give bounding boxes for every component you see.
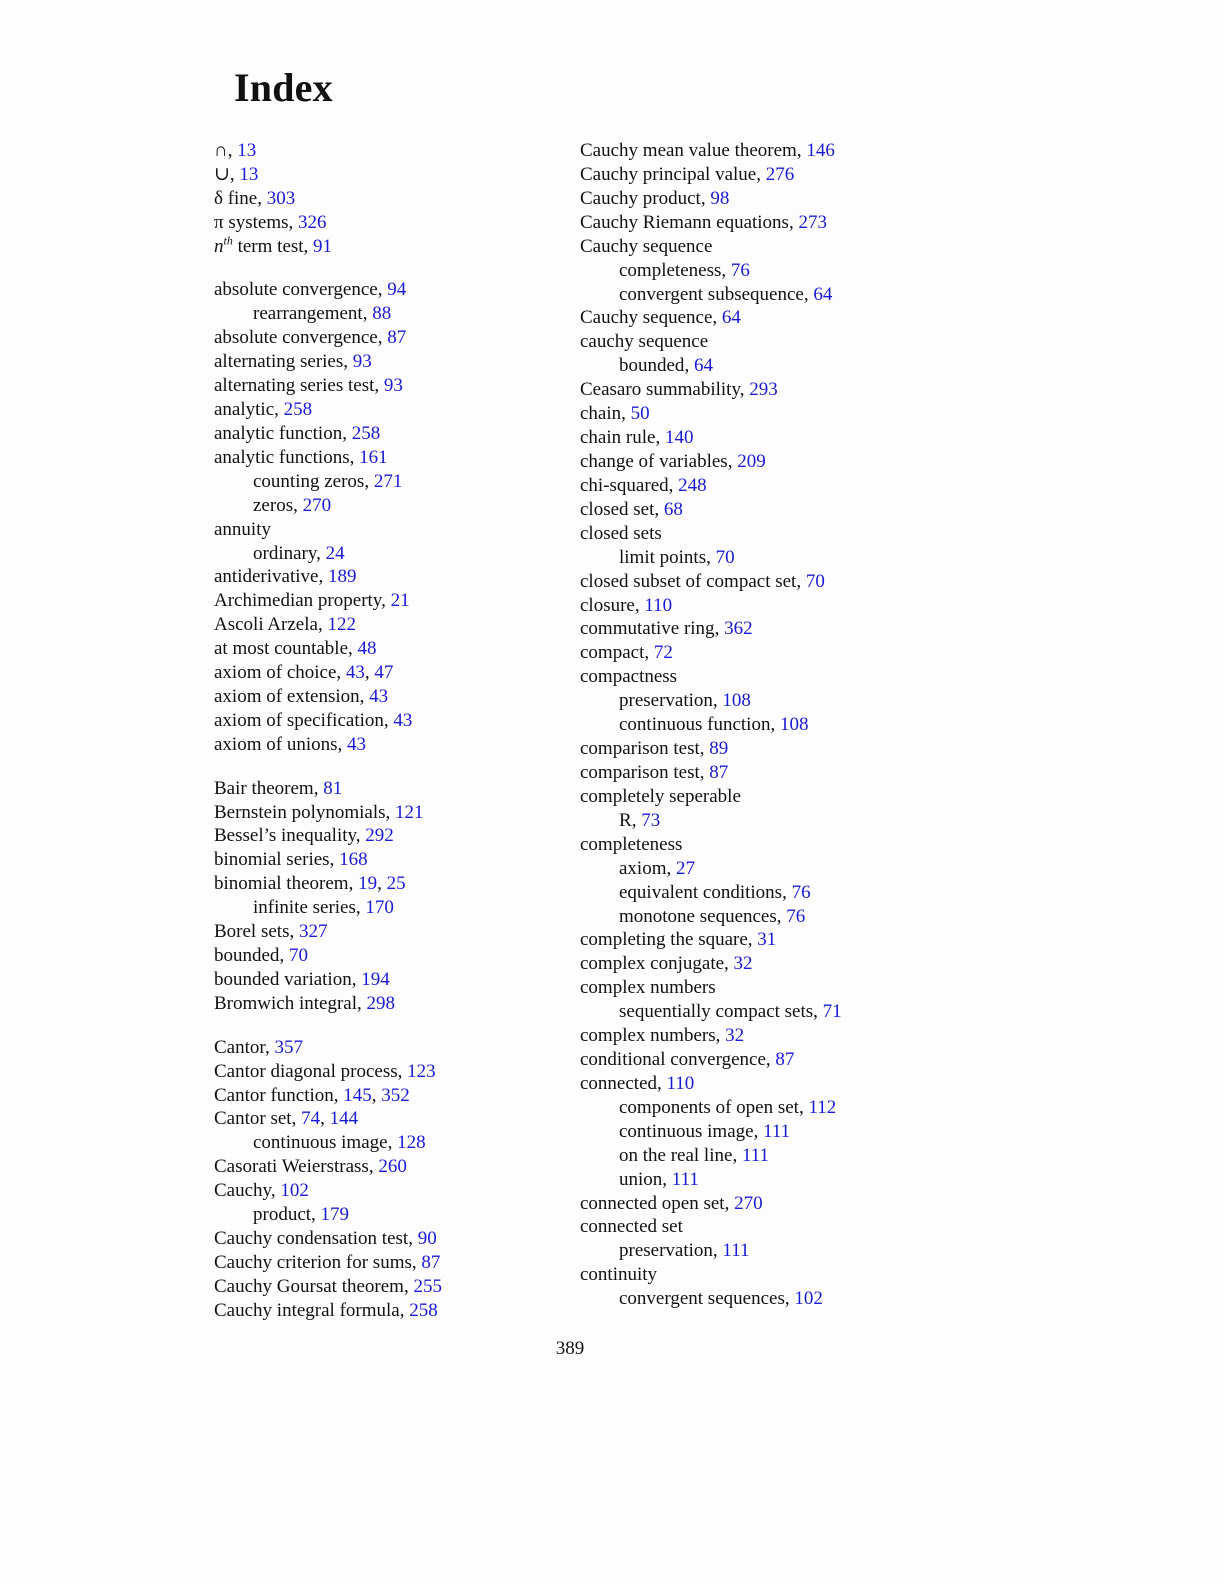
index-term: compactness	[580, 666, 678, 688]
index-term: Ascoli Arzela	[214, 614, 318, 636]
index-entry: alternating series, 93	[214, 351, 372, 373]
index-entry: Cauchy Riemann equations, 273	[580, 211, 827, 233]
index-subentry: sequentially compact sets, 71	[619, 1001, 842, 1023]
index-term: zeros	[253, 494, 294, 516]
page-link[interactable]: 110	[644, 594, 673, 616]
index-term: continuous function	[619, 714, 771, 736]
index-entry: closed subset of compact set, 70	[580, 570, 825, 592]
page-link[interactable]: 102	[794, 1288, 823, 1310]
index-entry: ∪, 13	[214, 163, 259, 185]
page-link[interactable]: 43	[347, 733, 366, 755]
index-term: Cauchy condensation test	[214, 1228, 409, 1250]
index-term: axiom of extension	[214, 686, 360, 708]
page-link[interactable]: 123	[407, 1060, 436, 1082]
page-link[interactable]: 81	[323, 777, 343, 799]
page-link[interactable]: 248	[678, 474, 707, 496]
page-link[interactable]: 48	[357, 638, 377, 660]
page-link[interactable]: 146	[806, 140, 835, 161]
index-term: π systems	[214, 211, 289, 233]
index-term: components of open set	[619, 1096, 799, 1118]
index-entry: Ceasaro summability, 293	[580, 379, 778, 401]
index-entry: chain rule, 140	[580, 427, 694, 449]
index-entry: compact, 72	[580, 642, 673, 664]
index-term: Cauchy mean value theorem	[580, 140, 797, 161]
page-link[interactable]: 13	[239, 163, 259, 185]
page-link[interactable]: 128	[397, 1132, 426, 1154]
page-link[interactable]: 140	[664, 427, 694, 449]
index-term: completeness	[619, 259, 722, 281]
page-link[interactable]: 179	[320, 1204, 350, 1226]
letter-group-gap	[214, 757, 564, 777]
index-term: bounded variation	[214, 969, 352, 991]
index-entry: conditional convergence, 87	[580, 1049, 795, 1071]
index-entry: binomial theorem, 19, 25	[214, 873, 406, 895]
page-link[interactable]: 326	[298, 211, 327, 233]
index-term: ∩	[214, 140, 228, 161]
page-link[interactable]: 102	[280, 1180, 309, 1202]
page-link[interactable]: 357	[274, 1036, 303, 1058]
index-entry: commutative ring, 362	[580, 618, 753, 640]
index-term: Cauchy	[214, 1180, 271, 1202]
page-link[interactable]: 327	[298, 921, 328, 943]
page-link[interactable]: 21	[390, 590, 410, 612]
page-link[interactable]: 273	[798, 211, 827, 233]
page-link[interactable]: 71	[822, 1001, 842, 1023]
index-term: bounded	[619, 355, 685, 377]
index-term: Ceasaro summability	[580, 379, 740, 401]
index-entry: comparison test, 89	[580, 738, 729, 760]
page-link[interactable]: 76	[730, 259, 750, 281]
page-link[interactable]: 70	[715, 546, 735, 568]
page-link[interactable]: 72	[653, 642, 673, 664]
index-subentry: counting zeros, 271	[253, 470, 403, 492]
page-link[interactable]: 87	[387, 327, 407, 349]
page-link[interactable]: 194	[361, 969, 390, 991]
index-entry: Borel sets, 327	[214, 921, 328, 943]
index-term: union	[619, 1168, 663, 1190]
index-entry: Cauchy Goursat theorem, 255	[214, 1275, 442, 1297]
index-term: Cantor set	[214, 1108, 292, 1130]
index-term: closure	[580, 594, 635, 616]
page-link[interactable]: 32	[733, 953, 753, 975]
page-link[interactable]: 27	[676, 857, 695, 879]
index-entry: completing the square, 31	[580, 929, 777, 951]
page-link[interactable]: 108	[779, 714, 809, 736]
index-term: closed subset of compact set	[580, 570, 797, 592]
index-term: Bernstein polynomials	[214, 801, 386, 823]
index-subentry: preservation, 108	[619, 690, 751, 712]
index-entry: change of variables, 209	[580, 450, 766, 472]
index-term: term test	[237, 235, 304, 257]
page-link[interactable]: 47	[374, 662, 394, 684]
index-subentry: continuous image, 111	[619, 1120, 791, 1142]
index-term: analytic	[214, 399, 275, 421]
page-link[interactable]: 64	[693, 355, 713, 377]
index-entry: Bernstein polynomials, 121	[214, 801, 424, 823]
page-link[interactable]: 24	[325, 542, 345, 564]
index-term: infinite series	[253, 897, 356, 919]
index-subentry: limit points, 70	[619, 546, 735, 568]
index-subentry: completeness, 76	[619, 259, 750, 281]
index-subentry: infinite series, 170	[253, 897, 394, 919]
index-entry: ∩, 13	[214, 140, 257, 161]
index-entry: Cantor set, 74, 144	[214, 1108, 359, 1130]
index-term: rearrangement	[253, 303, 363, 325]
index-term: completing the square	[580, 929, 748, 951]
index-subentry: axiom, 27	[619, 857, 695, 879]
index-entry: alternating series test, 93	[214, 375, 403, 397]
page-link[interactable]: 43	[393, 710, 413, 731]
index-subentry: continuous function, 108	[619, 714, 809, 736]
page-link[interactable]: 13	[237, 140, 257, 161]
page-link[interactable]: 111	[763, 1120, 791, 1142]
page-link[interactable]: 87	[709, 761, 729, 783]
index-term: Cauchy Goursat theorem	[214, 1275, 404, 1297]
index-term: connected	[580, 1072, 658, 1094]
index-entry: Cauchy principal value, 276	[580, 163, 795, 185]
index-term: Cauchy Riemann equations	[580, 211, 789, 233]
index-subentry: equivalent conditions, 76	[619, 881, 811, 903]
page-link[interactable]: 298	[366, 992, 395, 1014]
page-link[interactable]: 111	[671, 1168, 699, 1190]
page-link[interactable]: 73	[641, 809, 661, 831]
index-term: axiom of specification	[214, 710, 384, 731]
index-entry: Cantor function, 145, 352	[214, 1084, 410, 1106]
index-term: R	[619, 809, 632, 831]
letter-group-gap	[214, 259, 564, 279]
index-entry	[580, 235, 980, 259]
page-link[interactable]: 91	[313, 235, 333, 257]
index-entry: Bessel’s inequality, 292	[214, 825, 394, 847]
index-term: completeness	[580, 833, 683, 855]
index-term: change of variables	[580, 450, 728, 472]
index-term: commutative ring	[580, 618, 715, 640]
index-term: ordinary	[253, 542, 317, 564]
index-entry	[580, 330, 980, 354]
index-term: Cauchy integral formula	[214, 1299, 400, 1321]
index-entry: Bair theorem, 81	[214, 777, 343, 799]
page-link[interactable]: 293	[749, 379, 778, 401]
index-term: at most countable	[214, 638, 349, 660]
index-subentry: convergent subsequence, 64	[619, 283, 833, 305]
index-entry	[580, 976, 980, 1000]
index-term: alternating series test	[214, 375, 375, 397]
index-entry	[580, 785, 980, 809]
page-link[interactable]: 111	[741, 1144, 770, 1166]
index-entry: absolute convergence, 94	[214, 279, 407, 301]
page-title: Index	[234, 65, 333, 110]
index-column-right	[580, 139, 980, 1311]
page-link[interactable]: 74	[301, 1108, 321, 1130]
index-subentry: rearrangement, 88	[253, 303, 392, 325]
index-entry: Archimedian property, 21	[214, 590, 410, 612]
page-link[interactable]: 70	[288, 945, 308, 967]
index-term: continuity	[580, 1264, 658, 1286]
index-entry: Cauchy mean value theorem, 146	[580, 140, 835, 161]
page-link[interactable]: 110	[666, 1072, 695, 1094]
index-term: comparison test	[580, 761, 700, 783]
index-entry: Cauchy criterion for sums, 87	[214, 1251, 441, 1273]
index-term: Cauchy sequence	[580, 235, 713, 257]
index-term: binomial theorem	[214, 873, 349, 895]
index-entry: absolute convergence, 87	[214, 327, 407, 349]
index-term: axiom of unions	[214, 733, 338, 755]
index-entry: antiderivative, 189	[214, 566, 357, 588]
index-term: δ fine	[214, 187, 258, 209]
index-subentry: monotone sequences, 76	[619, 905, 806, 927]
index-term: Cauchy sequence	[580, 307, 713, 329]
page-link[interactable]: 362	[724, 618, 753, 640]
index-term: binomial series	[214, 849, 330, 871]
index-subentry: zeros, 270	[253, 494, 332, 516]
index-term: bounded	[214, 945, 280, 967]
index-entry: at most countable, 48	[214, 638, 377, 660]
page-link[interactable]: 145	[343, 1084, 372, 1106]
page-link[interactable]: 276	[765, 163, 795, 185]
index-entry: chi-squared, 248	[580, 474, 707, 496]
page-link[interactable]: 87	[775, 1049, 795, 1071]
index-entry	[580, 1215, 980, 1239]
index-term: product	[253, 1204, 312, 1226]
index-term: convergent subsequence	[619, 283, 804, 305]
index-entry: connected open set, 270	[580, 1192, 763, 1214]
index-column-left	[214, 139, 564, 1323]
index-entry	[580, 522, 980, 546]
index-term: preservation	[619, 690, 713, 712]
index-subentry: on the real line, 111	[619, 1144, 770, 1166]
page-link[interactable]: 168	[339, 849, 368, 871]
index-subentry: convergent sequences, 102	[619, 1288, 823, 1310]
page-link[interactable]: 122	[327, 614, 356, 636]
page-link[interactable]: 189	[327, 566, 357, 588]
page-link[interactable]: 88	[372, 303, 392, 325]
index-term: absolute convergence	[214, 327, 378, 349]
index-term: compact	[580, 642, 645, 664]
page-link[interactable]: 270	[302, 494, 332, 516]
page-link[interactable]: 43	[345, 662, 365, 684]
index-subentry: ordinary, 24	[253, 542, 345, 564]
index-term: Casorati Weierstrass	[214, 1156, 369, 1178]
index-term: equivalent conditions	[619, 881, 783, 903]
page-link[interactable]: 258	[283, 399, 313, 421]
index-term: Borel sets	[214, 921, 290, 943]
index-entry: bounded variation, 194	[214, 969, 390, 991]
index-entry: analytic, 258	[214, 399, 313, 421]
page-link[interactable]: 93	[352, 351, 372, 373]
index-term: cauchy sequence	[580, 331, 709, 353]
index-term: Cauchy principal value	[580, 163, 757, 185]
page-link[interactable]: 352	[381, 1084, 410, 1106]
index-entry: Cauchy integral formula, 258	[214, 1299, 438, 1321]
index-term: Cauchy product	[580, 187, 701, 209]
page-link[interactable]: 209	[737, 450, 766, 472]
page-link[interactable]: 76	[791, 881, 811, 903]
index-term: analytic functions	[214, 446, 350, 468]
index-subentry: continuous image, 128	[253, 1132, 426, 1154]
index-entry: complex conjugate, 32	[580, 953, 753, 975]
page-link[interactable]: 32	[725, 1025, 745, 1047]
index-entry: closure, 110	[580, 594, 673, 616]
index-entry: closed set, 68	[580, 498, 683, 520]
index-term: axiom of choice	[214, 662, 337, 684]
index-entry: Cauchy sequence, 64	[580, 307, 741, 329]
page-link[interactable]: 161	[359, 446, 388, 468]
page-link[interactable]: 144	[329, 1108, 359, 1130]
index-entry	[580, 665, 980, 689]
index-entry: comparison test, 87	[580, 761, 729, 783]
index-entry: bounded, 70	[214, 945, 308, 967]
index-subentry: preservation, 111	[619, 1240, 750, 1262]
index-entry: Cantor diagonal process, 123	[214, 1060, 436, 1082]
page-link[interactable]: 50	[630, 403, 650, 425]
page-link[interactable]: 94	[387, 279, 407, 301]
page-link[interactable]: 93	[383, 375, 403, 397]
index-term: chi-squared	[580, 474, 669, 496]
page-link[interactable]: 258	[351, 422, 381, 444]
index-term: connected set	[580, 1216, 683, 1238]
math-term	[214, 233, 233, 257]
index-term: conditional convergence	[580, 1049, 766, 1071]
index-term: closed set	[580, 498, 655, 520]
page-link[interactable]: 108	[722, 690, 751, 712]
index-entry: π systems, 326	[214, 211, 327, 233]
index-term: Bromwich integral	[214, 992, 357, 1014]
page-link[interactable]: 64	[813, 283, 833, 305]
index-term: on the real line	[619, 1144, 733, 1166]
index-entry: Cantor, 357	[214, 1036, 303, 1058]
index-term: complex numbers	[580, 1025, 716, 1047]
index-term: analytic function	[214, 422, 343, 444]
index-entry: $n^{th}$ term test, 91	[214, 233, 333, 257]
math-superscript: th	[223, 233, 233, 248]
page-link[interactable]: 89	[709, 738, 729, 760]
index-entry: axiom of extension, 43	[214, 686, 389, 708]
page-link[interactable]: 70	[805, 570, 825, 592]
page-link[interactable]: 258	[409, 1299, 438, 1321]
index-term: chain	[580, 403, 622, 425]
page-link[interactable]: 303	[266, 187, 296, 209]
index-term: absolute convergence	[214, 279, 378, 301]
index-entry: analytic function, 258	[214, 422, 381, 444]
index-entry: axiom of specification, 43	[214, 710, 413, 731]
page-link[interactable]: 43	[369, 686, 389, 708]
page-link[interactable]: 19	[358, 873, 378, 895]
page-link[interactable]: 271	[373, 470, 403, 492]
page-link[interactable]: 170	[365, 897, 394, 919]
page-link[interactable]: 111	[722, 1240, 750, 1262]
page-link[interactable]: 25	[386, 873, 406, 895]
page-link[interactable]: 121	[395, 801, 424, 823]
index-subentry: union, 111	[619, 1168, 699, 1190]
index-term: Cantor diagonal process	[214, 1060, 398, 1082]
index-entry: Cauchy, 102	[214, 1180, 309, 1202]
index-entry: Bromwich integral, 298	[214, 992, 395, 1014]
index-term: continuous image	[619, 1120, 754, 1142]
index-term: Cantor	[214, 1036, 265, 1058]
index-term: antiderivative	[214, 566, 319, 588]
index-term: axiom	[619, 857, 667, 879]
index-subentry: components of open set, 112	[619, 1096, 837, 1118]
index-term: connected open set	[580, 1192, 725, 1214]
page-link[interactable]: 31	[757, 929, 777, 951]
index-term: Bair theorem	[214, 777, 314, 799]
index-entry: Cauchy condensation test, 90	[214, 1228, 437, 1250]
index-term: Cantor function	[214, 1084, 334, 1106]
index-entry	[580, 1263, 980, 1287]
index-entry: analytic functions, 161	[214, 446, 388, 468]
index-entry: axiom of unions, 43	[214, 733, 366, 755]
letter-group-gap	[214, 1016, 564, 1036]
index-entry: binomial series, 168	[214, 849, 368, 871]
index-subentry: bounded, 64	[619, 355, 713, 377]
index-term: alternating series	[214, 351, 344, 373]
page-link[interactable]: 292	[365, 825, 394, 847]
page-link[interactable]: 98	[710, 187, 730, 209]
page-link[interactable]: 68	[663, 498, 683, 520]
page-link[interactable]: 87	[421, 1251, 441, 1273]
index-entry: complex numbers, 32	[580, 1025, 745, 1047]
page-link[interactable]: 64	[721, 307, 741, 329]
index-term: closed sets	[580, 522, 662, 544]
index-term: complex conjugate	[580, 953, 725, 975]
index-term: Bessel’s inequality	[214, 825, 356, 847]
index-term: counting zeros	[253, 470, 365, 492]
index-term: Archimedian property	[214, 590, 382, 612]
index-term: annuity	[214, 518, 271, 540]
index-entry: connected, 110	[580, 1072, 695, 1094]
page-link[interactable]: 270	[734, 1192, 763, 1214]
page-link[interactable]: 112	[808, 1096, 837, 1118]
math-symbol: n	[214, 235, 224, 257]
index-term: chain rule	[580, 427, 656, 449]
index-term: convergent sequences	[619, 1288, 785, 1310]
index-entry: δ fine, 303	[214, 187, 296, 209]
index-subentry: R, 73	[619, 809, 661, 831]
index-term: continuous image	[253, 1132, 388, 1154]
index-term: completely seperable	[580, 785, 741, 807]
page-link[interactable]: 255	[413, 1275, 442, 1297]
index-entry	[580, 833, 980, 857]
index-entry: Casorati Weierstrass, 260	[214, 1156, 407, 1178]
index-entry: Ascoli Arzela, 122	[214, 614, 356, 636]
index-term: Cauchy criterion for sums	[214, 1251, 412, 1273]
index-term: preservation	[619, 1240, 713, 1262]
index-entry	[214, 518, 564, 542]
page-number: 389	[555, 1338, 585, 1359]
index-entry: Cauchy product, 98	[580, 187, 730, 209]
index-subentry: product, 179	[253, 1204, 350, 1226]
index-term: limit points	[619, 546, 707, 568]
index-term: comparison test	[580, 738, 700, 760]
index-term: complex numbers	[580, 977, 716, 999]
index-term: monotone sequences	[619, 905, 777, 927]
index-term: ∪	[214, 163, 230, 185]
index-term: sequentially compact sets	[619, 1001, 814, 1023]
page-link[interactable]: 260	[378, 1156, 407, 1178]
index-entry: axiom of choice, 43, 47	[214, 662, 394, 684]
index-entry: chain, 50	[580, 403, 650, 425]
page-link[interactable]: 90	[417, 1228, 437, 1250]
page-link[interactable]: 76	[786, 905, 806, 927]
